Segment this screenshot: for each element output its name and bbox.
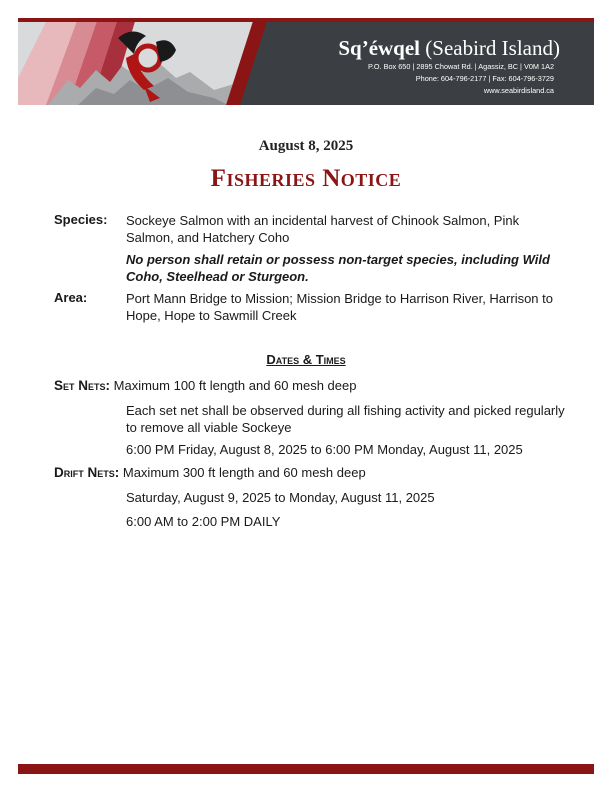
notice-title: Fisheries Notice (210, 165, 402, 192)
notice-date: August 8, 2025 (258, 138, 354, 154)
set-nets-row (54, 378, 356, 393)
set-nets-period: 6:00 PM Friday, August 8, 2025 to 6:00 PM Monday, August 11, 2025 (126, 442, 523, 457)
organization-name: Sq’éwqel (Seabird Island) (338, 36, 560, 60)
set-nets-rule: Each set net shall be observed during all fishing activity and picked regularly to remove all viable Sockeye (126, 403, 565, 435)
drift-nets-period: Saturday, August 9, 2025 to Monday, August 11, 2025 (126, 490, 435, 505)
drift-nets-hours: 6:00 AM to 2:00 PM DAILY (126, 514, 281, 529)
set-nets-label: Set Nets: (54, 378, 111, 393)
species-warning: No person shall retain or possess non-target species, including Wild Coho, Steelhead or Sturgeon. (126, 252, 550, 284)
drift-nets-spec: Maximum 300 ft length and 60 mesh deep (122, 465, 366, 480)
phone-line: Phone: 604-796-2177 | Fax: 604-796-3729 (415, 74, 554, 83)
footer-bar (18, 764, 594, 774)
area-label: Area: (54, 290, 88, 305)
address-line: P.O. Box 650 | 2895 Chowat Rd. | Agassiz, BC | V0M 1A2 (367, 62, 554, 71)
area-text: Port Mann Bridge to Mission; Mission Bridge to Harrison River, Harrison to Hope, Hope to Sawmill Creek (126, 291, 553, 323)
species-label: Species: (54, 212, 108, 227)
drift-nets-row (54, 465, 366, 480)
dates-times-heading: Dates & Times (266, 352, 346, 367)
species-text: Sockeye Salmon with an incidental harvest of Chinook Salmon, Pink Salmon, and Hatchery Coho (126, 213, 520, 245)
drift-nets-label: Drift Nets: (54, 465, 120, 480)
website-link[interactable]: www.seabirdisland.ca (483, 86, 554, 95)
set-nets-spec: Maximum 100 ft length and 60 mesh deep (113, 378, 357, 393)
